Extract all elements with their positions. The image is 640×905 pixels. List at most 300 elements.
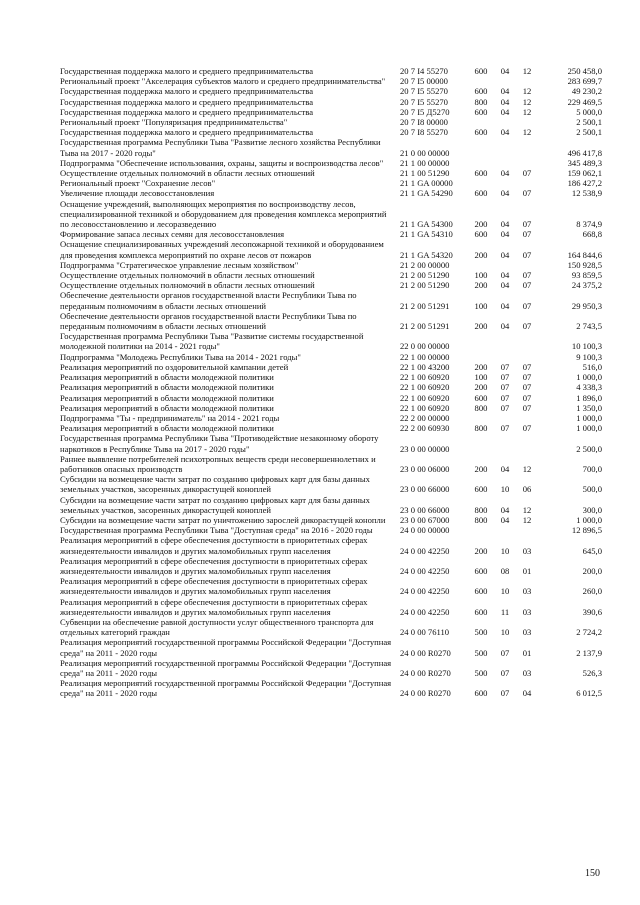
table-row	[60, 178, 602, 188]
table-row	[60, 280, 602, 290]
subsection-code: 07	[522, 249, 532, 260]
expense-type-code	[468, 413, 494, 423]
section-code: 04	[500, 127, 510, 138]
expense-type-code: 500	[474, 627, 488, 638]
expense-type-code: 200	[474, 545, 488, 556]
subsection-code: 07	[522, 321, 532, 332]
row-name: Осуществление отдельных полномочий в области лесных отношений	[60, 280, 315, 291]
table-row	[60, 199, 602, 230]
expense-type-code: 200	[474, 382, 488, 393]
amount: 250 458,0	[567, 66, 602, 76]
amount: 2 743,5	[576, 321, 602, 332]
expense-type-code: 600	[474, 168, 488, 179]
expense-type-code	[468, 331, 494, 351]
section-code: 04	[500, 188, 510, 199]
expense-type-code: 600	[474, 606, 488, 617]
section-code: 04	[500, 270, 510, 281]
target-article-code: 21 2 00 51290	[400, 270, 450, 281]
target-article-code: 21 1 00 00000	[400, 157, 450, 168]
section-code: 07	[500, 688, 510, 699]
expense-type-code: 200	[474, 219, 488, 230]
table-row	[60, 576, 602, 596]
expense-type-code: 800	[474, 96, 488, 107]
target-article-code: 23 0 00 00000	[400, 443, 450, 454]
amount: 668,8	[582, 229, 602, 240]
row-name: Реализация мероприятий в области молодежной политики	[60, 372, 274, 383]
amount: 1 896,0	[576, 392, 602, 403]
target-article-code: 22 1 00 00000	[400, 351, 450, 362]
amount: 164 844,6	[567, 249, 602, 260]
target-article-code: 21 1 00 51290	[400, 168, 450, 179]
section-code	[494, 178, 516, 188]
expense-type-code: 800	[474, 514, 488, 525]
table-row	[60, 168, 602, 178]
section-code	[494, 413, 516, 423]
table-row	[60, 352, 602, 362]
subsection-code: 07	[522, 270, 532, 281]
row-name: Государственная поддержка малого и среднего предпринимательства	[60, 86, 314, 97]
subsection-code: 12	[522, 514, 532, 525]
expense-type-code: 200	[474, 321, 488, 332]
expense-type-code	[468, 525, 494, 535]
row-name: Реализация мероприятий в области молодежной политики	[60, 382, 274, 393]
target-article-code: 24 0 00 42250	[400, 606, 450, 617]
subsection-code: 07	[522, 219, 532, 230]
section-code: 04	[500, 321, 510, 332]
row-name: Оснащение специализированных учреждений лесопожарной техникой и оборудованием для проведения комплекса мероприятий по охране лесов от пожаров	[60, 239, 384, 260]
section-code	[494, 117, 516, 127]
table-row	[60, 454, 602, 474]
row-name: Реализация мероприятий государственной программы Российской Федерации "Доступная среда" на 2011 - 2020 годы	[60, 637, 392, 658]
target-article-code: 22 2 00 60930	[400, 423, 450, 434]
subsection-code: 03	[522, 667, 532, 678]
section-code: 07	[500, 423, 510, 434]
table-row	[60, 76, 602, 86]
table-row	[60, 97, 602, 107]
subsection-code: 07	[522, 188, 532, 199]
section-code: 07	[500, 667, 510, 678]
subsection-code	[516, 413, 538, 423]
amount: 1 350,0	[576, 402, 602, 413]
subsection-code	[516, 433, 538, 453]
amount: 500,0	[582, 484, 602, 495]
table-row	[60, 393, 602, 403]
expense-type-code: 600	[474, 127, 488, 138]
expense-type-code	[468, 178, 494, 188]
subsection-code: 04	[522, 688, 532, 699]
target-article-code: 24 0 00 R0270	[400, 647, 451, 658]
table-row	[60, 260, 602, 270]
target-article-code: 20 7 I5 55270	[400, 86, 448, 97]
amount: 1 000,0	[576, 412, 602, 423]
amount: 200,0	[582, 565, 602, 576]
expense-type-code: 600	[474, 188, 488, 199]
section-code: 04	[500, 504, 510, 515]
subsection-code	[516, 525, 538, 535]
expense-type-code: 600	[474, 392, 488, 403]
table-row	[60, 597, 602, 617]
expense-type-code: 600	[474, 106, 488, 117]
table-row	[60, 66, 602, 76]
section-code: 07	[500, 361, 510, 372]
amount: 12 538,9	[571, 188, 602, 199]
target-article-code: 20 7 I8 00000	[400, 117, 448, 128]
table-row	[60, 188, 602, 198]
target-article-code: 23 0 00 67000	[400, 514, 450, 525]
table-row	[60, 239, 602, 259]
table-row	[60, 474, 602, 494]
row-name: Подпрограмма "Обеспечение использования, охраны, защиты и воспроизводства лесов"	[60, 157, 384, 168]
row-name: Реализация мероприятий по оздоровительной кампании детей	[60, 361, 289, 372]
row-name: Реализация мероприятий государственной программы Российской Федерации "Доступная среда" на 2011 - 2020 годы	[60, 657, 392, 678]
amount: 9 100,3	[576, 351, 602, 362]
subsection-code: 01	[522, 565, 532, 576]
subsection-code: 07	[522, 229, 532, 240]
section-code: 10	[500, 545, 510, 556]
target-article-code: 21 1 GA 54310	[400, 229, 453, 240]
section-code: 04	[500, 219, 510, 230]
amount: 516,0	[582, 361, 602, 372]
row-name: Региональный проект "Акселерация субъектов малого и среднего предпринимательства"	[60, 76, 386, 87]
section-code: 04	[500, 300, 510, 311]
amount: 4 338,3	[576, 382, 602, 393]
subsection-code: 12	[522, 504, 532, 515]
row-name: Государственная поддержка малого и среднего предпринимательства	[60, 66, 314, 76]
subsection-code: 12	[522, 463, 532, 474]
target-article-code: 23 0 00 66000	[400, 504, 450, 515]
section-code: 10	[500, 627, 510, 638]
expense-type-code: 600	[474, 688, 488, 699]
row-name: Субвенции на обеспечение равной доступности услуг общественного транспорта для отдельных категорий граждан	[60, 616, 374, 638]
amount: 645,0	[582, 545, 602, 556]
table-row	[60, 382, 602, 392]
target-article-code: 22 1 00 43200	[400, 361, 450, 372]
table-row	[60, 127, 602, 137]
section-code: 04	[500, 86, 510, 97]
target-article-code: 20 7 I4 55270	[400, 66, 448, 76]
section-code: 04	[500, 168, 510, 179]
target-article-code: 24 0 00 R0270	[400, 667, 451, 678]
section-code	[494, 525, 516, 535]
row-name: Подпрограмма "Молодежь Республики Тыва на 2014 - 2021 годы"	[60, 351, 301, 362]
subsection-code: 01	[522, 647, 532, 658]
table-row	[60, 495, 602, 515]
expense-type-code: 200	[474, 361, 488, 372]
expense-type-code: 600	[474, 586, 488, 597]
expense-type-code: 800	[474, 423, 488, 434]
amount: 2 500,1	[576, 127, 602, 138]
row-name: Региональный проект "Сохранение лесов"	[60, 178, 216, 189]
section-code: 08	[500, 565, 510, 576]
row-name: Региональный проект "Популяризация предпринимательства"	[60, 117, 288, 128]
table-row	[60, 525, 602, 535]
amount: 300,0	[582, 504, 602, 515]
expense-type-code	[468, 117, 494, 127]
row-name: Государственная поддержка малого и среднего предпринимательства	[60, 127, 314, 138]
amount: 229 469,5	[567, 96, 602, 107]
table-row	[60, 433, 602, 453]
target-article-code: 21 2 00 51291	[400, 300, 450, 311]
section-code: 07	[500, 392, 510, 403]
subsection-code: 07	[522, 372, 532, 383]
table-row	[60, 362, 602, 372]
target-article-code: 23 0 00 06000	[400, 463, 450, 474]
subsection-code: 12	[522, 86, 532, 97]
row-name: Реализация мероприятий в области молодежной политики	[60, 423, 274, 434]
table-row	[60, 117, 602, 127]
subsection-code: 07	[522, 392, 532, 403]
subsection-code	[516, 178, 538, 188]
expense-type-code: 500	[474, 667, 488, 678]
row-name: Субсидии на возмещение части затрат по созданию цифровых карт для базы данных земельных участков, засоренных дикорастущей коноплей	[60, 474, 370, 495]
section-code: 04	[500, 249, 510, 260]
table-row	[60, 637, 602, 657]
amount: 1 000,0	[576, 423, 602, 434]
table-row	[60, 658, 602, 678]
section-code: 04	[500, 66, 510, 76]
expense-type-code: 200	[474, 249, 488, 260]
table-row	[60, 311, 602, 331]
target-article-code: 21 2 00 51290	[400, 280, 450, 291]
target-article-code: 22 2 00 00000	[400, 412, 450, 423]
section-code: 07	[500, 382, 510, 393]
subsection-code: 07	[522, 423, 532, 434]
table-row	[60, 137, 602, 157]
subsection-code	[516, 137, 538, 157]
amount: 2 500,1	[576, 117, 602, 128]
target-article-code: 24 0 00 R0270	[400, 688, 451, 699]
target-article-code: 22 1 00 60920	[400, 392, 450, 403]
row-name: Государственная поддержка малого и среднего предпринимательства	[60, 106, 314, 117]
expense-type-code: 600	[474, 229, 488, 240]
amount: 5 000,0	[576, 106, 602, 117]
subsection-code: 03	[522, 627, 532, 638]
table-row	[60, 107, 602, 117]
subsection-code: 12	[522, 106, 532, 117]
amount: 2 500,0	[576, 443, 602, 454]
row-name: Реализация мероприятий в сфере обеспечения доступности в приоритетных сферах жизнедеятельности инвалидов и других маломобильных групп населения	[60, 596, 368, 617]
section-code	[494, 331, 516, 351]
expense-type-code: 800	[474, 504, 488, 515]
subsection-code	[516, 117, 538, 127]
target-article-code: 22 1 00 60920	[400, 382, 450, 393]
expense-type-code	[468, 137, 494, 157]
section-code: 04	[500, 463, 510, 474]
expense-type-code: 600	[474, 86, 488, 97]
row-name: Осуществление отдельных полномочий в области лесных отношений	[60, 168, 315, 179]
expense-type-code: 600	[474, 565, 488, 576]
section-code: 10	[500, 484, 510, 495]
subsection-code: 07	[522, 280, 532, 291]
subsection-code	[516, 158, 538, 168]
expense-type-code: 500	[474, 647, 488, 658]
table-row	[60, 331, 602, 351]
subsection-code: 07	[522, 402, 532, 413]
amount: 10 100,3	[571, 341, 602, 352]
target-article-code: 22 1 00 60920	[400, 372, 450, 383]
section-code: 04	[500, 280, 510, 291]
table-row	[60, 372, 602, 382]
section-code	[494, 260, 516, 270]
amount: 526,3	[582, 667, 602, 678]
target-article-code: 21 0 00 00000	[400, 147, 450, 158]
table-row	[60, 158, 602, 168]
table-row	[60, 535, 602, 555]
row-name: Государственная программа Республики Тыва "Развитие лесного хозяйства Республики Тыва на 2017 - 2020 годы"	[60, 137, 381, 158]
row-name: Государственная программа Республики Тыва "Противодействие незаконному обороту наркотиков в Республике Тыва на 2017 - 2020 годы"	[60, 433, 379, 454]
amount: 283 699,7	[567, 76, 602, 87]
row-name: Формирование запаса лесных семян для лесовосстановления	[60, 229, 285, 240]
amount: 49 230,2	[571, 86, 602, 97]
amount: 345 489,3	[567, 157, 602, 168]
expense-type-code	[468, 76, 494, 86]
subsection-code: 06	[522, 484, 532, 495]
subsection-code: 07	[522, 361, 532, 372]
expense-type-code: 200	[474, 280, 488, 291]
row-name: Реализация мероприятий в сфере обеспечения доступности в приоритетных сферах жизнедеятельности инвалидов и других маломобильных групп населения	[60, 535, 368, 556]
table-row	[60, 556, 602, 576]
target-article-code: 22 1 00 60920	[400, 402, 450, 413]
target-article-code: 20 7 I5 00000	[400, 76, 448, 87]
subsection-code	[516, 260, 538, 270]
table-row	[60, 290, 602, 310]
row-name: Реализация мероприятий в области молодежной политики	[60, 402, 274, 413]
expense-type-code	[468, 260, 494, 270]
table-row	[60, 270, 602, 280]
target-article-code: 23 0 00 66000	[400, 484, 450, 495]
amount: 12 896,5	[571, 525, 602, 536]
section-code	[494, 76, 516, 86]
row-name: Увеличение площади лесовосстановления	[60, 188, 215, 199]
section-code	[494, 433, 516, 453]
expense-type-code	[468, 433, 494, 453]
amount: 260,0	[582, 586, 602, 597]
expense-type-code: 100	[474, 300, 488, 311]
target-article-code: 22 0 00 00000	[400, 341, 450, 352]
row-name: Раннее выявление потребителей психотропных веществ среди несовершеннолетних и работников опасных производств	[60, 453, 376, 474]
section-code: 07	[500, 402, 510, 413]
table-body	[60, 66, 602, 699]
section-code: 07	[500, 647, 510, 658]
target-article-code: 21 1 GA 54300	[400, 219, 453, 230]
section-code: 04	[500, 229, 510, 240]
amount: 150 928,5	[567, 259, 602, 270]
target-article-code: 21 2 00 00000	[400, 259, 450, 270]
section-code	[494, 158, 516, 168]
amount: 159 062,1	[567, 168, 602, 179]
subsection-code: 12	[522, 127, 532, 138]
table-row	[60, 403, 602, 413]
table-row	[60, 423, 602, 433]
subsection-code: 12	[522, 96, 532, 107]
expense-type-code: 600	[474, 484, 488, 495]
subsection-code: 07	[522, 382, 532, 393]
subsection-code: 07	[522, 300, 532, 311]
target-article-code: 24 0 00 00000	[400, 525, 450, 536]
target-article-code: 20 7 I8 55270	[400, 127, 448, 138]
table-row	[60, 229, 602, 239]
expense-type-code: 800	[474, 402, 488, 413]
row-name: Государственная программа Республики Тыва "Доступная среда" на 2016 - 2020 годы	[60, 525, 373, 536]
section-code: 04	[500, 96, 510, 107]
target-article-code: 21 1 GA 54290	[400, 188, 453, 199]
amount: 29 950,3	[571, 300, 602, 311]
page-number: 150	[585, 868, 600, 879]
section-code: 04	[500, 514, 510, 525]
amount: 93 859,5	[571, 270, 602, 281]
subsection-code: 03	[522, 606, 532, 617]
row-name: Государственная программа Республики Тыва "Развитие системы государственной молодежной политики на 2014 - 2021 годы"	[60, 331, 364, 352]
subsection-code: 03	[522, 586, 532, 597]
subsection-code	[516, 76, 538, 86]
amount: 390,6	[582, 606, 602, 617]
row-name: Государственная поддержка малого и среднего предпринимательства	[60, 96, 314, 107]
section-code: 11	[500, 606, 510, 617]
subsection-code: 07	[522, 168, 532, 179]
section-code	[494, 352, 516, 362]
table-row	[60, 617, 602, 637]
expense-type-code	[468, 352, 494, 362]
subsection-code: 12	[522, 66, 532, 76]
target-article-code: 24 0 00 76110	[400, 627, 450, 638]
target-article-code: 20 7 I5 55270	[400, 96, 448, 107]
amount: 8 374,9	[576, 219, 602, 230]
row-name: Реализация мероприятий в сфере обеспечения доступности в приоритетных сферах жизнедеятельности инвалидов и других маломобильных групп населения	[60, 555, 368, 576]
section-code	[494, 137, 516, 157]
table-row	[60, 678, 602, 698]
amount: 6 012,5	[576, 688, 602, 699]
target-article-code: 21 1 GA 54320	[400, 249, 453, 260]
target-article-code: 21 2 00 51291	[400, 321, 450, 332]
amount: 700,0	[582, 463, 602, 474]
section-code: 04	[500, 106, 510, 117]
subsection-code	[516, 352, 538, 362]
target-article-code: 24 0 00 42250	[400, 545, 450, 556]
section-code: 10	[500, 586, 510, 597]
table-row	[60, 515, 602, 525]
amount: 1 000,0	[576, 372, 602, 383]
section-code: 07	[500, 372, 510, 383]
amount: 1 000,0	[576, 514, 602, 525]
row-name: Оснащение учреждений, выполняющих мероприятия по воспроизводству лесов, специализированной техникой и оборудованием для проведения комплекса мероприятий по лесовосстановлению и лесоразведению	[60, 198, 387, 230]
table-row	[60, 86, 602, 96]
amount: 496 417,8	[567, 147, 602, 158]
subsection-code	[516, 331, 538, 351]
row-name: Обеспечение деятельности органов государственной власти Республики Тыва по переданным полномочиям в области лесных отношений	[60, 290, 357, 311]
amount: 2 724,2	[576, 627, 602, 638]
target-article-code: 24 0 00 42250	[400, 565, 450, 576]
expense-type-code	[468, 158, 494, 168]
expense-type-code: 100	[474, 270, 488, 281]
expense-type-code: 600	[474, 66, 488, 76]
target-article-code: 24 0 00 42250	[400, 586, 450, 597]
row-name: Субсидии на возмещение части затрат по уничтожению зарослей дикорастущей конопли	[60, 514, 386, 525]
subsection-code: 03	[522, 545, 532, 556]
expense-type-code: 200	[474, 463, 488, 474]
expense-type-code: 100	[474, 372, 488, 383]
row-name: Подпрограмма "Стратегическое управление лесным хозяйством"	[60, 259, 299, 270]
row-name: Субсидии на возмещение части затрат по созданию цифровых карт для базы данных земельных участков, засоренных дикорастущей коноплей	[60, 494, 370, 515]
amount: 24 375,2	[571, 280, 602, 291]
budget-table	[60, 66, 602, 699]
row-name: Реализация мероприятий государственной программы Российской Федерации "Доступная среда" на 2011 - 2020 годы	[60, 678, 392, 699]
target-article-code: 21 1 GA 00000	[400, 178, 453, 189]
row-name: Обеспечение деятельности органов государственной власти Республики Тыва по переданным полномочиям в области лесных отношений	[60, 310, 357, 332]
row-name: Подпрограмма "Ты - предприниматель" на 2014 - 2021 годы	[60, 412, 280, 423]
target-article-code: 20 7 I5 Д5270	[400, 106, 450, 117]
row-name: Осуществление отдельных полномочий в области лесных отношений	[60, 270, 315, 281]
row-name: Реализация мероприятий в сфере обеспечения доступности в приоритетных сферах жизнедеятельности инвалидов и других маломобильных групп населения	[60, 576, 368, 597]
